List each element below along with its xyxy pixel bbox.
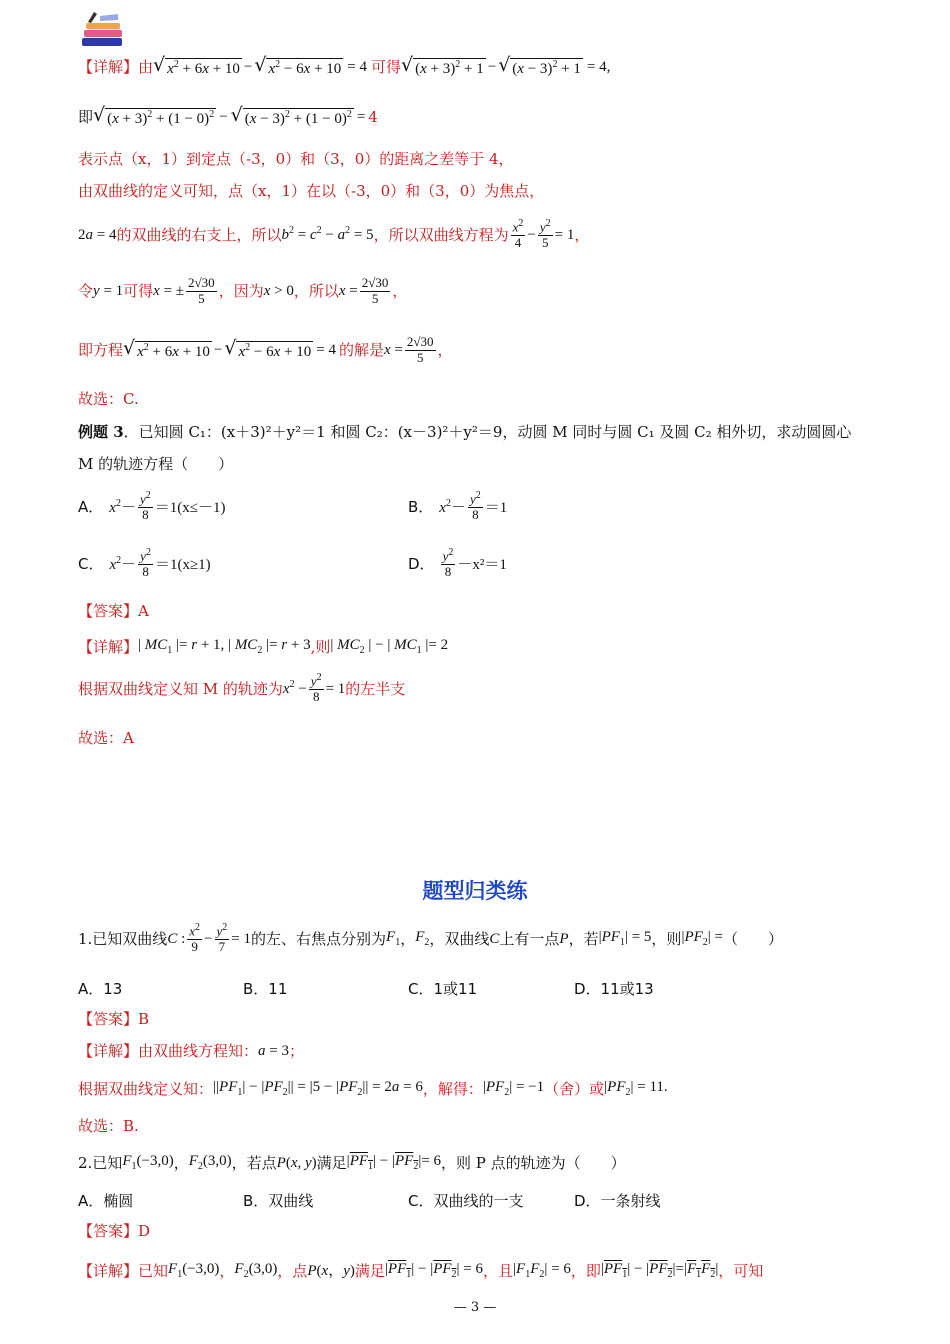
q1-question: 1.已知双曲线 C : $\frac{x^2}{9}$ − $\frac{y^2}{7}$ = 1 的左、右焦点分别为 $F_1$ ， $F_2$ ，双曲线 C 上有一点 P ，若 $|PF_1| = 5$ ，则 $|PF_2|$ = （ ） bbox=[78, 922, 784, 955]
example-3-question-cont: M 的轨迹方程（ ） bbox=[78, 455, 234, 473]
q1-detail-2: 根据双曲线定义知： $||PF_1| - |PF_2|| = |5 - |PF_2|| = 2a = 6$ ，解得： $|PF_2| = -1$ （舍）或 $|PF_2| = 11$. bbox=[78, 1079, 668, 1098]
ex3-detail: 【详解】 | $MC_1$ |= r + 1, | $MC_2$ |= r + 3 ,则 | $MC_2$ | − | $MC_1$ |= 2 bbox=[78, 637, 449, 656]
solution-line-5: 2a = 4 的双曲线的右支上，所以 $b^2 = c^2 - a^2 = 5$ ，所以双曲线方程为 $\frac{x^2}{4}$ − $\frac{y^2}{5}$ = 1 ， bbox=[78, 218, 590, 251]
q1-detail: 【详解】由双曲线方程知： a = 3 ； bbox=[78, 1042, 304, 1060]
solution-choice: 故选：C. bbox=[78, 390, 139, 408]
example-3-question: 例题 3 ．已知圆 C₁：(x＋3)²＋y²＝1 和圆 C₂：(x－3)²＋y²＝9，动圆 M 同时与圆 C₁ 及圆 C₂ 相外切，求动圆圆心 bbox=[78, 423, 852, 441]
q2-option-d: D．一条射线 bbox=[574, 1192, 661, 1210]
q1-option-c: C．1或11 bbox=[408, 980, 478, 998]
q2-detail: 【详解】已知 $F_1(-3,0)$ ， $F_2(3,0)$ ，点 P(x，y) 满足 $|PF_1| - |PF_2| = 6$ ，且 $|F_1F_2| = 6$ ，即 $|PF_1| - |PF_2|=|F_1F_2|$ ，可知 bbox=[78, 1261, 764, 1280]
books-icon bbox=[80, 10, 128, 50]
q2-question: 2.已知 $F_1(-3,0)$ ， $F_2(3,0)$ ，若点 P(x, y) 满足 $|PF_1| - |PF_2|= 6$ ，则 P 点的轨迹为（ ） bbox=[78, 1153, 626, 1172]
q1-choose: 故选：B. bbox=[78, 1117, 139, 1135]
ex3-option-c: C． $x^2-$ $\frac{y^2}{8}$ ＝1(x≥1) bbox=[78, 547, 211, 580]
q1-option-d: D．11或13 bbox=[574, 980, 654, 998]
q2-option-b: B．双曲线 bbox=[243, 1192, 314, 1210]
solution-line-1: 【详解】由 √ $x^2 + 6x + 10$ − √ $x^2 - 6x + 10$ = 4 可得 √ $(x + 3)^2 + 1$ − √ $(x - 3)^2 + 1$ = 4, bbox=[78, 54, 611, 77]
ex3-option-a: A． $x^2-$ $\frac{y^2}{8}$ ＝1(x≤－1) bbox=[78, 490, 226, 523]
q1-answer: 【答案】B bbox=[78, 1010, 150, 1028]
ex3-option-d: D． $\frac{y^2}{8}$ －x²＝1 bbox=[408, 547, 507, 580]
ex3-option-b: B． $x^2-$ $\frac{y^2}{8}$ ＝1 bbox=[408, 490, 508, 523]
solution-line-4: 由双曲线的定义可知，点（x，1）在以（-3，0）和（3，0）为焦点， bbox=[78, 182, 545, 200]
page-number: — 3 — bbox=[453, 1300, 497, 1315]
ex3-detail-2: 根据双曲线定义知 M 的轨迹为 $x^2$ − $\frac{y^2}{8}$ = 1 的左半支 bbox=[78, 672, 406, 705]
ex3-choose: 故选：A bbox=[78, 729, 134, 747]
q1-option-b: B．11 bbox=[243, 980, 288, 998]
q2-option-c: C．双曲线的一支 bbox=[408, 1192, 524, 1210]
q2-answer: 【答案】D bbox=[78, 1222, 151, 1240]
solution-line-2: 即 √ $(x + 3)^2 + (1 - 0)^2$ − √ $(x - 3)^2 + (1 - 0)^2$ = 4 bbox=[78, 104, 378, 127]
q1-option-a: A．13 bbox=[78, 980, 123, 998]
section-title: 题型归类练 bbox=[422, 879, 528, 903]
solution-line-7: 即方程 √ $x^2 + 6x + 10$ − √ $x^2 - 6x + 10$ = 4 的解是 x = $\frac{2√30}{5}$ ， bbox=[78, 334, 453, 365]
ex3-answer: 【答案】A bbox=[78, 602, 149, 620]
solution-line-3: 表示点（x，1）到定点（-3，0）和（3，0）的距离之差等于 4， bbox=[78, 150, 514, 168]
q2-option-a: A．椭圆 bbox=[78, 1192, 134, 1210]
solution-line-6: 令 y = 1 可得 x = ± $\frac{2√30}{5}$ ，因为 x > 0 ，所以 x = $\frac{2√30}{5}$ ， bbox=[78, 275, 408, 306]
